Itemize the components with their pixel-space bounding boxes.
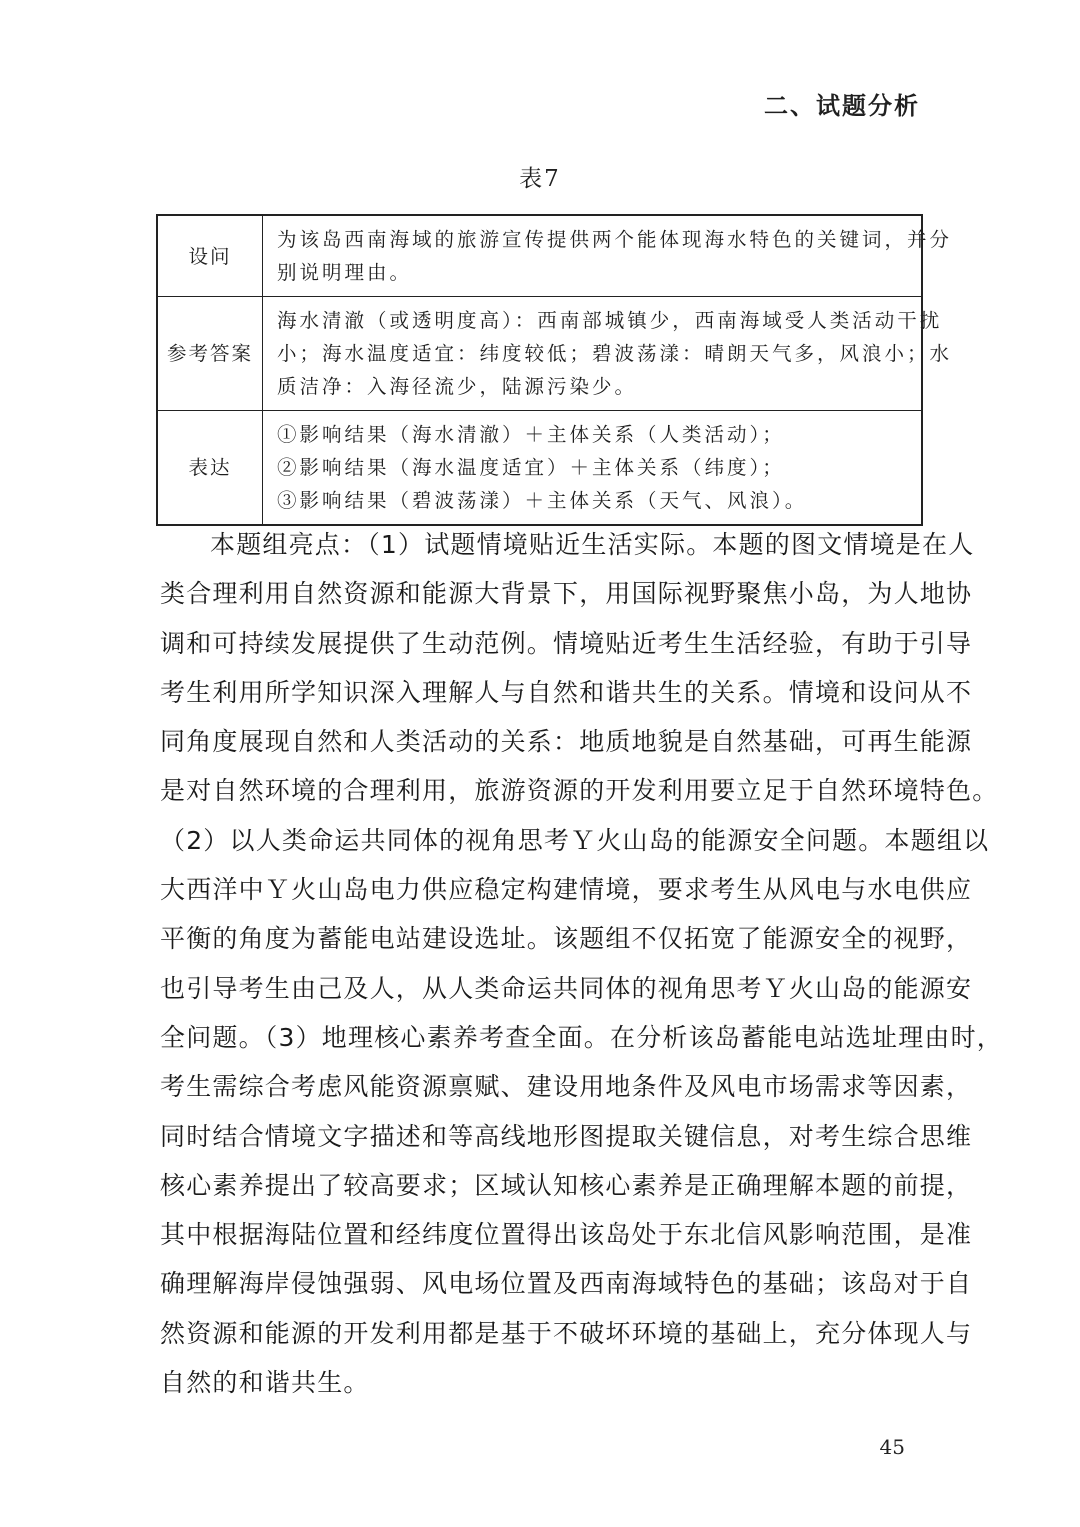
body-line: 核心素养提出了较高要求；区域认知核心素养是正确理解本题的前提， [160, 1170, 973, 1200]
answer-line: 质洁净：入海径流少，陆源污染少。 [277, 375, 638, 398]
row-label-question: 设问 [157, 215, 263, 297]
body-line: 考生利用所学知识深入理解人与自然和谐共生的关系。情境和设问从不 [160, 677, 973, 707]
question-line: 别说明理由。 [277, 261, 413, 284]
expression-line: ③影响结果（碧波荡漾）＋主体关系（天气、风浪）。 [277, 489, 808, 512]
body-line: 也引导考生由己及人，从人类命运共同体的视角思考Ｙ火山岛的能源安 [160, 973, 973, 1003]
body-line: 同时结合情境文字描述和等高线地形图提取关键信息，对考生综合思维 [160, 1121, 973, 1151]
question-line: 为该岛西南海域的旅游宣传提供两个能体现海水特色的关键词，并分 [277, 228, 953, 251]
table-row-answer [157, 297, 922, 411]
row-content-question [263, 215, 953, 297]
body-line: 考生需综合考虑风能资源禀赋、建设用地条件及风电市场需求等因素， [160, 1072, 973, 1102]
body-line: 其中根据海陆位置和经纬度位置得出该岛处于东北信风影响范围，是准 [160, 1220, 973, 1250]
body-line: 类合理利用自然资源和能源大背景下，用国际视野聚焦小岛，为人地协 [160, 579, 973, 609]
body-line: 是对自然环境的合理利用，旅游资源的开发利用要立足于自然环境特色。 [160, 776, 999, 806]
body-line: 调和可持续发展提供了生动范例。情境贴近考生生活经验，有助于引导 [160, 628, 973, 658]
section-header: 二、试题分析 [764, 92, 920, 120]
table-title: 表7 [519, 166, 561, 192]
expression-line: ①影响结果（海水清澈）＋主体关系（人类活动）； [277, 423, 785, 446]
body-paragraph [160, 520, 1004, 1407]
page-number: 45 [879, 1435, 905, 1459]
body-line: 自然的和谐共生。 [160, 1368, 370, 1398]
row-content-expression [263, 411, 923, 526]
body-line: 平衡的角度为蓄能电站建设选址。该题组不仅拓宽了能源安全的视野， [160, 924, 973, 954]
body-line: 全问题。（3）地理核心素养考查全面。在分析该岛蓄能电站选址理由时， [160, 1022, 1004, 1052]
analysis-table [156, 214, 953, 526]
body-line: 同角度展现自然和人类活动的关系：地质地貌是自然基础，可再生能源 [160, 727, 973, 757]
answer-line: 海水清澈（或透明度高）：西南部城镇少，西南海域受人类活动干扰 [277, 309, 943, 332]
answer-line: 小；海水温度适宜：纬度较低；碧波荡漾：晴朗天气多，风浪小；水 [277, 342, 953, 365]
table-row-expression [157, 411, 922, 526]
row-label-answer: 参考答案 [157, 297, 263, 411]
body-line: （2）以人类命运共同体的视角思考Ｙ火山岛的能源安全问题。本题组以 [160, 825, 990, 855]
body-line: 本题组亮点：（1）试题情境贴近生活实际。本题的图文情境是在人 [210, 530, 975, 559]
body-line: 确理解海岸侵蚀强弱、风电场位置及西南海域特色的基础；该岛对于自 [160, 1269, 973, 1299]
row-content-answer [263, 297, 953, 411]
body-line: 大西洋中Ｙ火山岛电力供应稳定构建情境，要求考生从风电与水电供应 [160, 875, 973, 905]
row-label-expression: 表达 [157, 411, 263, 526]
expression-line: ②影响结果（海水温度适宜）＋主体关系（纬度）； [277, 456, 785, 479]
table-row-question [157, 215, 922, 297]
body-line: 然资源和能源的开发利用都是基于不破坏环境的基础上，充分体现人与 [160, 1318, 973, 1348]
